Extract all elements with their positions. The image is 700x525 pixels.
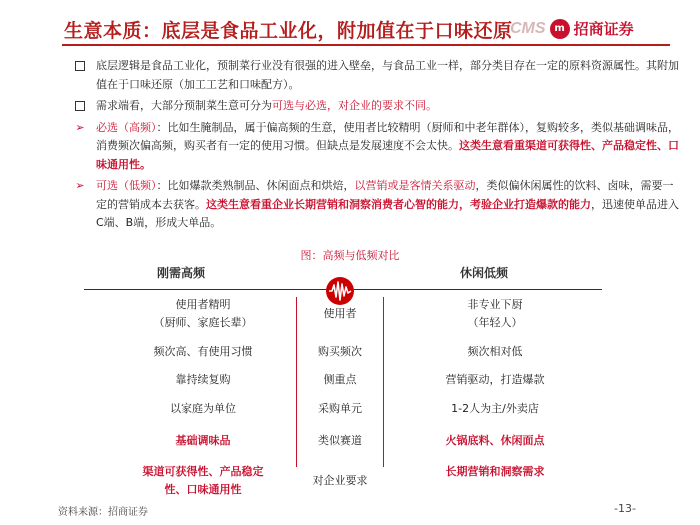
logo-cn-text: 招商证券 (573, 20, 634, 38)
bullet-text: 可选与必选，对企业的要求不同。 (272, 99, 437, 112)
compare-right-cell: 频次相对低 (467, 345, 523, 358)
bullet-text: ，迅速使单品进入C端、B端，形成大单品。 (96, 197, 679, 229)
bullet-text: 这类生意看重渠道可获得性、产品稳定性、口味通用性。 (96, 139, 679, 171)
compare-right-cell: 1-2人为主/外卖店 (451, 402, 539, 415)
arrow-bullet-icon: ➢ (75, 120, 85, 134)
bullet-item (72, 119, 682, 175)
compare-left-cell: 频次高、有使用习惯 (153, 345, 253, 358)
square-bullet-icon (72, 97, 88, 118)
bullet-text: 需求端看，大部分预制菜生意可分为 (96, 99, 272, 112)
bullet-item (72, 57, 682, 94)
compare-left-cell: 基础调味品 (175, 434, 231, 447)
logo-mark-icon: m (550, 19, 570, 39)
compare-right-cell: 火锅底料、休闲面点 (445, 434, 545, 447)
bullet-text: 可选（低频） (96, 179, 157, 192)
square-bullet-icon (72, 57, 88, 78)
bullet-text: 必选（高频） (96, 120, 157, 134)
arrow-bullet-icon: ➢ (75, 179, 85, 192)
bullet-item (72, 177, 682, 233)
bullet-text: ：比如爆款类熟制品、休闲面点和烘焙， (156, 179, 355, 192)
bullet-text: 以营销或是客情关系驱动 (354, 179, 476, 192)
compare-mid-cell: 购买频次 (318, 345, 362, 358)
figure-caption: 图：高频与低频对比 (300, 249, 400, 262)
page-title: 生意本质：底层是食品工业化，附加值在于口味还原 (64, 20, 513, 42)
compare-mid-cell: 类似赛道 (318, 434, 362, 447)
compare-left-cell: 使用者精明 （厨师、家庭长辈） (153, 298, 253, 329)
divider-left (84, 289, 326, 290)
title-underline (62, 44, 670, 46)
logo-cms-text: CMS (510, 19, 546, 37)
page-number: -13- (614, 502, 636, 515)
right-header: 休闲低频 (460, 266, 509, 280)
bullet-text: ，类似偏休闲属性的饮料、卤味，需要一定的营销成本去获客。 (96, 179, 674, 211)
compare-right-cell: 长期营销和洞察需求 (445, 465, 545, 478)
divider-right (354, 289, 602, 290)
bullet-item (72, 97, 682, 116)
compare-left-cell: 靠持续复购 (175, 373, 231, 386)
compare-mid-cell: 对企业要求 (312, 474, 368, 487)
brand-logo (510, 18, 634, 39)
bullet-text: 底层逻辑是食品工业化，预制菜行业没有很强的进入壁垒，与食品工业一样，部分类目存在一定的原料资源属性。其附加值在于口味还原（加工工艺和口味配方）。 (96, 59, 679, 91)
compare-mid-cell: 采购单元 (318, 402, 362, 415)
compare-mid-cell: 使用者 (323, 307, 357, 320)
compare-right-cell: 非专业下厨 （年轻人） (467, 298, 523, 329)
compare-left-cell: 渠道可获得性、产品稳定 性、口味通用性 (142, 465, 264, 496)
bullet-list (72, 57, 682, 236)
source-note: 资料来源：招商证券 (58, 507, 148, 518)
compare-mid-cell: 侧重点 (323, 373, 357, 386)
bullet-text: ：比如生腌制品，属于偏高频的生意，使用者比较精明（厨师和中老年群体），复购较多，类似基础调味品，消费频次偏高频，购买者有一定的使用习惯。但缺点是发展速度不会太快。 (96, 120, 679, 152)
compare-right-cell: 营销驱动，打造爆款 (445, 373, 545, 386)
bullet-text: 这类生意看重企业长期营销和洞察消费者心智的能力，考验企业打造爆款的能力 (206, 197, 591, 211)
compare-left-cell: 以家庭为单位 (170, 402, 236, 415)
left-header: 刚需高频 (157, 266, 206, 280)
waveform-icon (326, 277, 354, 305)
